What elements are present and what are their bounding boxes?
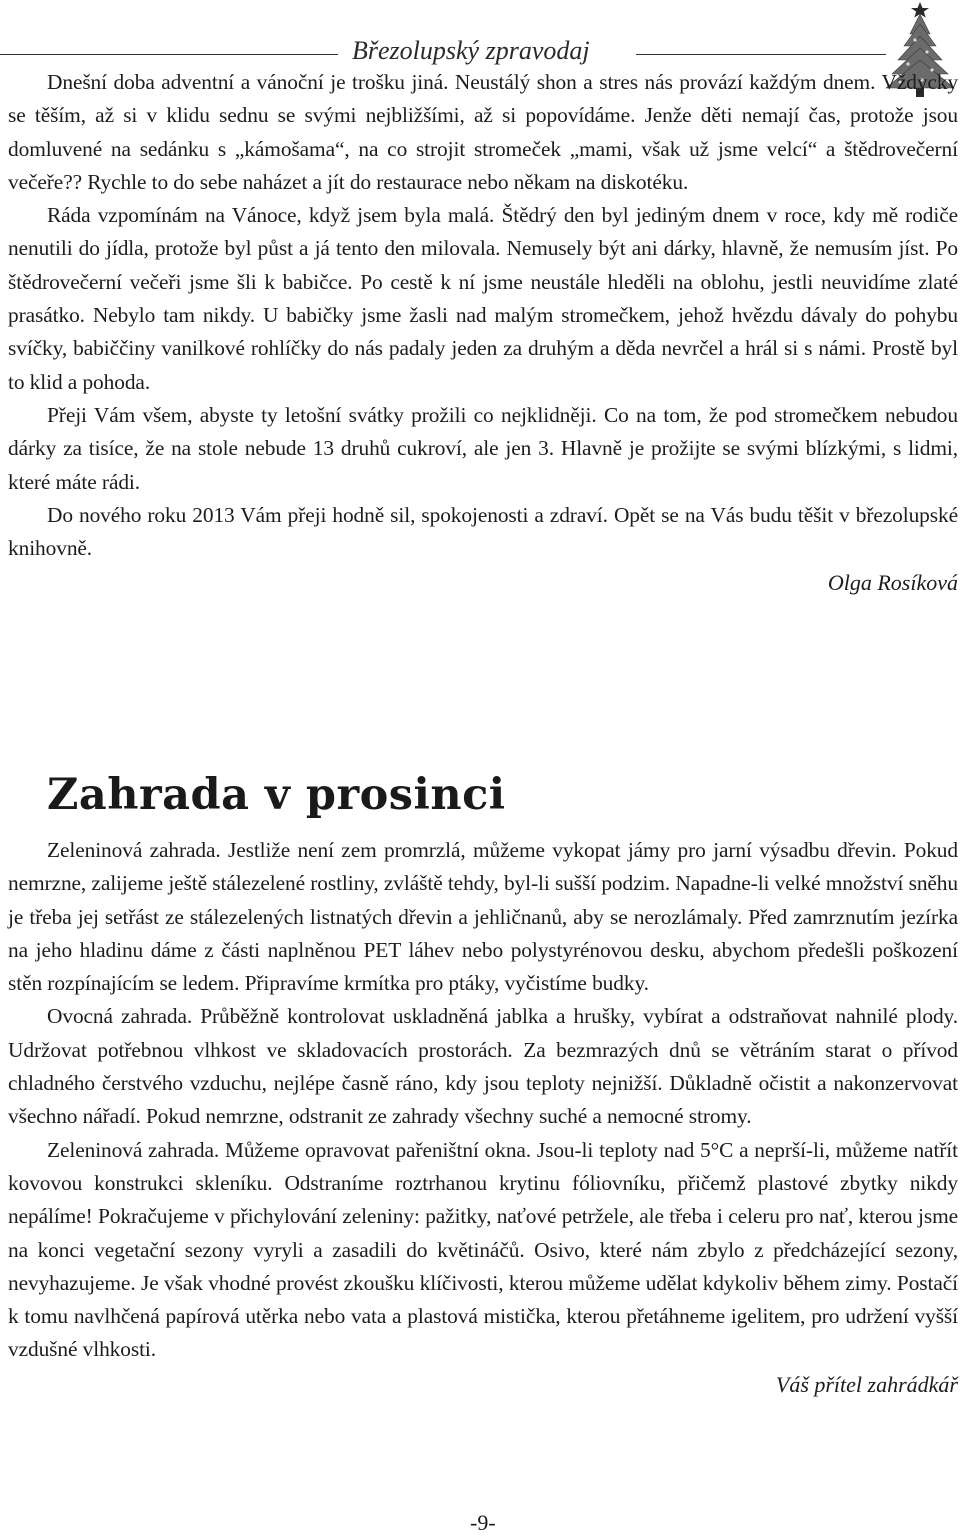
article-paragraph: Ráda vzpomínám na Vánoce, když jsem byla malá. Štědrý den byl jediným dnem v roce, kdy mě rodiče nenutili do jídla, protože byl půst a já tento den milovala. Nemusely být ani dárky, hlavně, že nemusím jíst. Po štědrovečerní večeři jsme šli k babičce. Po cestě k ní jsme neustále hleděli na oblohu, jestli neuvidíme zlaté prasátko. Nebylo tam nikdy. U babičky jsme žasli nad malým stromečkem, jehož hvězdu dávaly do pohybu svíčky, babiččiny vanilkové rohlíčky do nás padaly jeden za druhým a děda nevrčel a hrál si s námi. Prostě byl to klid a pohoda. [8, 203, 958, 394]
newsletter-title: Březolupský zpravodaj [352, 36, 590, 65]
article-advent [8, 66, 958, 599]
page-number: -9- [470, 1510, 496, 1535]
article-paragraph: Zeleninová zahrada. Můžeme opravovat pařeništní okna. Jsou-li teploty nad 5°C a neprší-li, můžeme natřít kovovou konstrukci skleníku. Odstraníme roztrhanou krytinu fóliovníku, přičemž plastové zbytky nikdy nepálíme! Pokračujeme v přichylování zeleniny: pažitky, naťové petržele, ale třeba i celeru pro nať, kterou jsme na konci vegetační sezony vyryli a zasadili do květináčů. Osivo, které nám zbylo z předcházející sezony, nevyhazujeme. Je však vhodné provést zkoušku klíčivosti, kterou můžeme udělat kdykoliv během zimy. Postačí k tomu navlhčená papírová utěrka nebo vata a plastová mistička, kterou přetáhneme igelitem, pro udržení vyšší vzdušné vlhkosti. [8, 1137, 958, 1362]
author-signature: Olga Rosíková [827, 570, 958, 596]
header-rule-right [636, 54, 886, 55]
header-rule-left [0, 54, 338, 55]
article-paragraph: Do nového roku 2013 Vám přeji hodně sil, spokojenosti a zdraví. Opět se na Vás budu těšit v březolupské knihovně. [8, 502, 958, 561]
author-signature: Váš přítel zahrádkář [775, 1371, 958, 1397]
article-paragraph: Přeji Vám všem, abyste ty letošní svátky prožili co nejklidněji. Co na tom, že pod stromečkem nebudou dárky za tisíce, že na stole nebude 13 druhů cukroví, ale jen 3. Hlavně je prožijte se svými blízkými, s lidmi, které máte rádi. [8, 402, 958, 494]
article-paragraph: Ovocná zahrada. Průběžně kontrolovat uskladněná jablka a hrušky, vybírat a odstraňovat nahnilé plody. Udržovat potřebnou vlhkost ve skladovacích prostorách. Za bezmrazých dnů se větráním starat o přívod chladného čerstvého vzduchu, nejlépe časně ráno, kdy jsou teploty nejnižší. Důkladně očistit a nakonzervovat všechno nářadí. Pokud nemrzne, odstranit ze zahrady všechny suché a nemocné stromy. [8, 1004, 958, 1129]
article-paragraph: Dnešní doba adventní a vánoční je trošku jiná. Neustálý shon a stres nás provází každým dnem. Vždycky se těším, až si v klidu sednu se svými nejbližšími, až si popovídáme. Jenže děti nemají čas, protože jsou domluvené na sedánku s „kámošama“, na co strojit stromeček „mami, však už jsme velcí“ a štědrovečerní večeře?? Rychle to do sebe naházet a jít do restaurace nebo někam na diskotéku. [8, 70, 958, 194]
article-garden [8, 834, 958, 1401]
article-paragraph: Zeleninová zahrada. Jestliže není zem promrzlá, můžeme vykopat jámy pro jarní výsadbu dřevin. Pokud nemrzne, zalijeme ještě stálezelené rostliny, zvláště tehdy, byl-li sušší podzim. Napadne-li velké množství sněhu je třeba jej setřást ze stálezelených listnatých dřevin a jehličnanů, aby se nerozlámaly. Před zamrznutím jezírka na jeho hladinu dáme z části naplněnou PET láhev nebo polystyrénovou desku, abychom předešli poškození stěn rozpínajícím se ledem. Připravíme krmítka pro ptáky, vyčistíme budky. [8, 838, 958, 996]
section-heading: Zahrada v prosinci [47, 770, 506, 820]
